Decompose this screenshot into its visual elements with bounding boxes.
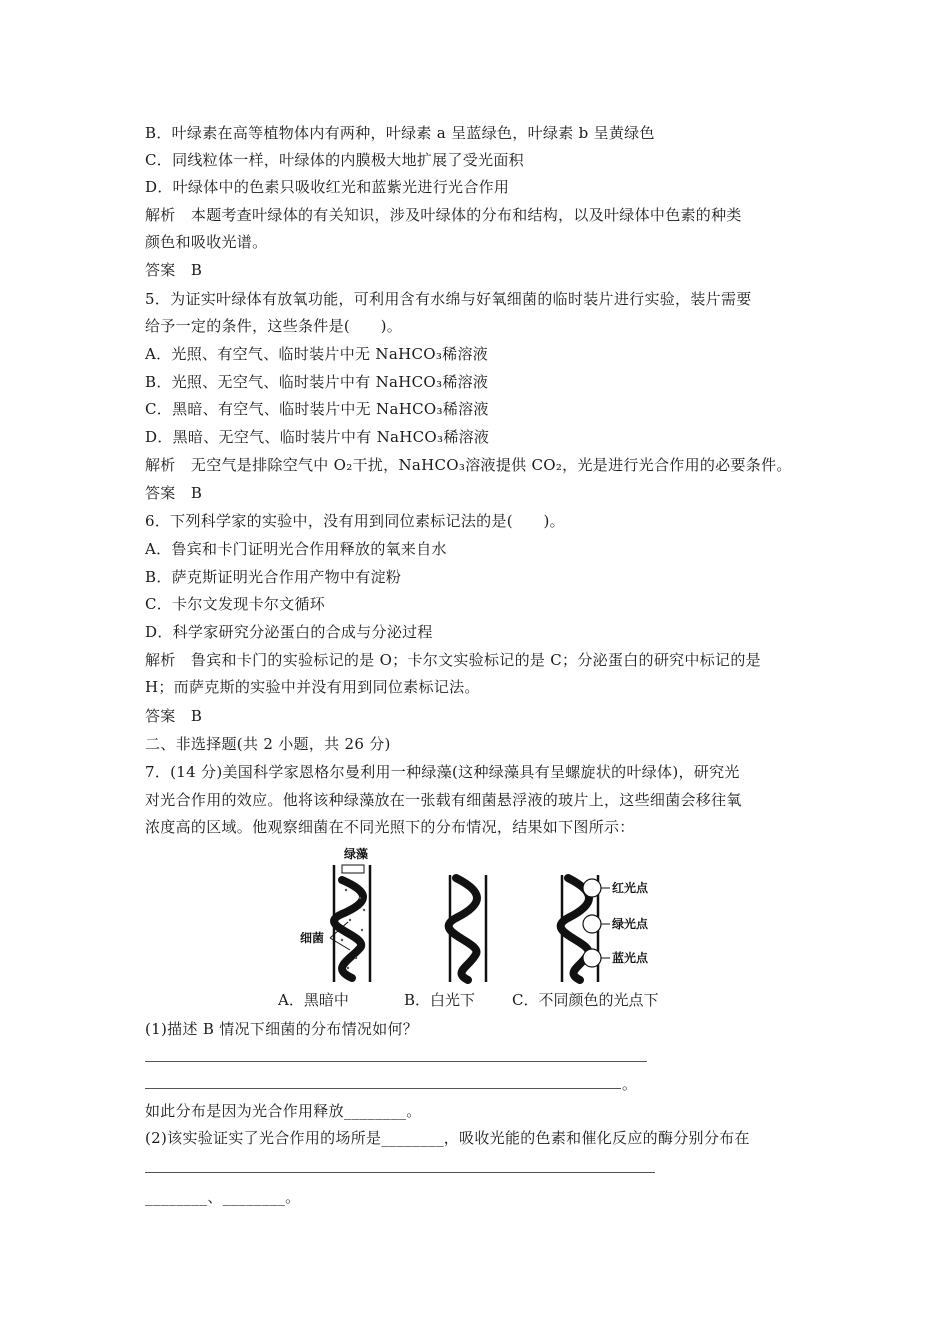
subquestion-2-blanks: ________、________。 xyxy=(145,1188,301,1206)
q6-option-c: C．卡尔文发现卡尔文循环 xyxy=(145,595,326,613)
analysis-q4-line1: 解析 本题考查叶绿体的有关知识，涉及叶绿体的分布和结构，以及叶绿体中色素的种类 xyxy=(145,206,742,224)
option-c-inner-membrane: C．同线粒体一样，叶绿体的内膜极大地扩展了受光面积 xyxy=(145,151,524,169)
answer-blank-2[interactable] xyxy=(145,1088,621,1089)
label-blue-spot: 蓝光点 xyxy=(612,951,649,965)
subquestion-1-reason: 如此分布是因为光合作用释放________。 xyxy=(145,1102,422,1120)
question-7-line3: 浓度高的区域。他观察细菌在不同光照下的分布情况，结果如下图所示： xyxy=(145,818,635,836)
q5-option-c: C．黑暗、有空气、临时装片中无 NaHCO₃稀溶液 xyxy=(145,400,489,418)
q5-option-b: B．光照、无空气、临时装片中有 NaHCO₃稀溶液 xyxy=(145,373,489,391)
label-alga: 绿藻 xyxy=(344,847,369,861)
answer-q4: 答案 B xyxy=(145,261,203,279)
question-6: 6．下列科学家的实验中，没有用到同位素标记法的是( )。 xyxy=(145,512,565,530)
panel-c-colored-spots xyxy=(561,875,649,982)
analysis-q6-line1: 解析 鲁宾和卡门的实验标记的是 O；卡尔文实验标记的是 C；分泌蛋白的研究中标记的是 xyxy=(145,651,761,669)
subquestion-2: (2)该实验证实了光合作用的场所是________，吸收光能的色素和催化反应的酶分别分布在 xyxy=(145,1129,750,1147)
caption-panel-a: A．黑暗中 xyxy=(278,991,349,1009)
option-b-chlorophyll: B．叶绿素在高等植物体内有两种，叶绿素 a 呈蓝绿色，叶绿素 b 呈黄绿色 xyxy=(145,124,655,142)
answer-q6: 答案 B xyxy=(145,707,203,725)
analysis-q4-line2: 颜色和吸收光谱。 xyxy=(145,233,268,251)
caption-panel-c: C．不同颜色的光点下 xyxy=(512,991,659,1009)
question-5-line2: 给予一定的条件，这些条件是( )。 xyxy=(145,317,403,335)
panel-a-dark xyxy=(300,846,370,982)
subquestion-1: (1)描述 B 情况下细菌的分布情况如何？ xyxy=(145,1020,419,1038)
analysis-q6-line2: H；而萨克斯的实验中并没有用到同位素标记法。 xyxy=(145,678,480,696)
section-heading: 二、非选择题(共 2 小题，共 26 分) xyxy=(145,735,391,753)
figure-drawing xyxy=(290,840,690,990)
label-green-spot: 绿光点 xyxy=(612,917,649,931)
blank-2-period: 。 xyxy=(622,1075,638,1093)
label-red-spot: 红光点 xyxy=(612,881,649,895)
panel-b-white-light xyxy=(449,875,486,982)
option-d-pigments: D．叶绿体中的色素只吸收红光和蓝紫光进行光合作用 xyxy=(145,178,510,196)
label-bacteria: 细菌 xyxy=(300,931,325,945)
answer-q5: 答案 B xyxy=(145,484,203,502)
analysis-q5: 解析 无空气是排除空气中 O₂干扰，NaHCO₃溶液提供 CO₂，光是进行光合作用的必要条件。 xyxy=(145,456,792,474)
caption-panel-b: B．白光下 xyxy=(404,991,476,1009)
answer-blank-1[interactable] xyxy=(145,1061,647,1062)
question-5-line1: 5．为证实叶绿体有放氧功能，可利用含有水绵与好氧细菌的临时装片进行实验，装片需要 xyxy=(145,290,752,308)
q6-option-a: A．鲁宾和卡门证明光合作用释放的氧来自水 xyxy=(145,540,447,558)
q5-option-d: D．黑暗、无空气、临时装片中有 NaHCO₃稀溶液 xyxy=(145,428,490,446)
question-7-line2: 对光合作用的效应。他将该种绿藻放在一张载有细菌悬浮液的玻片上，这些细菌会移往氧 xyxy=(145,791,742,809)
q6-option-b: B．萨克斯证明光合作用产物中有淀粉 xyxy=(145,568,402,586)
q6-option-d: D．科学家研究分泌蛋白的合成与分泌过程 xyxy=(145,623,433,641)
engelmann-experiment-figure xyxy=(290,840,690,1010)
answer-blank-3[interactable] xyxy=(145,1172,655,1173)
q5-option-a: A．光照、有空气、临时装片中无 NaHCO₃稀溶液 xyxy=(145,345,489,363)
question-7-line1: 7．(14 分)美国科学家恩格尔曼利用一种绿藻(这种绿藻具有呈螺旋状的叶绿体)，研究光 xyxy=(145,763,740,781)
